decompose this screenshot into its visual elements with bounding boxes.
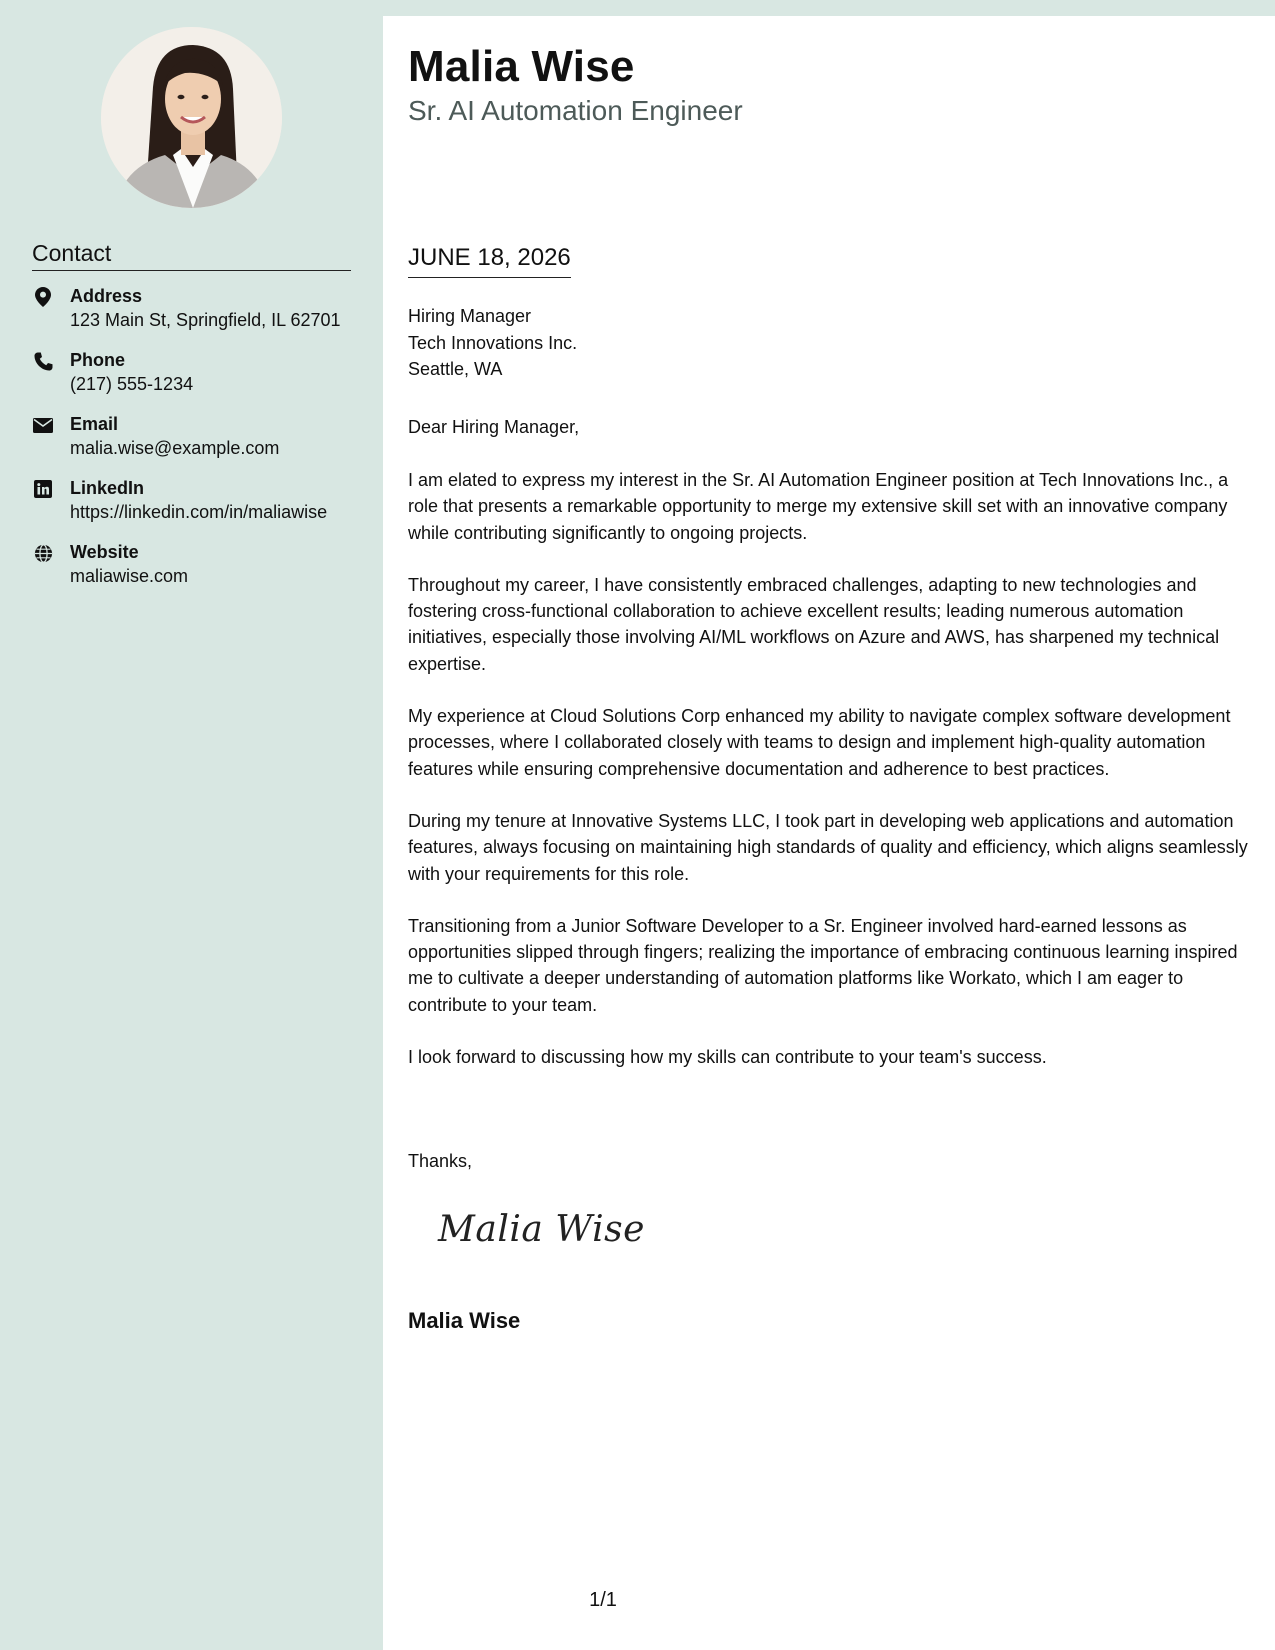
contact-label: Email (70, 414, 119, 434)
applicant-name: Malia Wise (408, 42, 635, 91)
phone-value: (217) 555-1234 (70, 374, 194, 394)
paragraph: My experience at Cloud Solutions Corp enhanced my ability to navigate complex software development processes, where I collaborated closely with teams to design and implement high-quality automation features while ensuring comprehensive documentation and adherence to best practices. (408, 706, 1231, 779)
contact-list (32, 284, 352, 604)
contact-label: Phone (70, 350, 126, 370)
contact-label: LinkedIn (70, 478, 145, 498)
paragraph: I am elated to express my interest in the Sr. AI Automation Engineer position at Tech Innovations Inc., a role that presents a remarkable opportunity to merge my extensive skill set with an innovative company while contributing significantly to ongoing projects. (408, 470, 1229, 543)
closing: Thanks, (408, 1151, 473, 1171)
page-number: 1/1 (589, 1589, 617, 1611)
contact-heading: Contact (32, 240, 351, 271)
paragraph: I look forward to discussing how my skills can contribute to your team's success. (408, 1047, 1047, 1068)
email-value: malia.wise@example.com (70, 438, 280, 458)
recipient-line: Hiring Manager (408, 306, 532, 326)
contact-item-phone (32, 348, 352, 396)
contact-item-address (32, 284, 352, 332)
address-value: 123 Main St, Springfield, IL 62701 (70, 310, 341, 330)
signature-image (438, 1209, 668, 1269)
letter-body (383, 16, 1275, 1650)
contact-item-linkedin (32, 476, 352, 524)
linkedin-icon (32, 478, 54, 500)
recipient-line: Seattle, WA (408, 359, 503, 379)
letter-paragraphs (408, 467, 1263, 1096)
sidebar (0, 0, 383, 1650)
profile-photo (101, 27, 282, 208)
phone-icon (32, 350, 54, 372)
paragraph: Throughout my career, I have consistently embraced challenges, adapting to new technologies and fostering cross-functional collaboration to achieve excellent results; leading numerous automation initiatives, especially those involving AI/ML workflows on Azure and AWS, has sharpened my technical expertise. (408, 574, 1220, 674)
envelope-icon (32, 414, 54, 436)
salutation: Dear Hiring Manager, (408, 417, 580, 437)
linkedin-value: https://linkedin.com/in/maliawise (70, 502, 328, 522)
letter-date: JUNE 18, 2026 (408, 244, 571, 278)
job-title: Sr. AI Automation Engineer (408, 95, 743, 126)
signer-name: Malia Wise (408, 1308, 521, 1333)
contact-item-website (32, 540, 352, 588)
contact-label: Website (70, 542, 139, 562)
recipient-line: Tech Innovations Inc. (408, 332, 578, 353)
signature-script: Malia Wise (438, 1209, 645, 1250)
paragraph: During my tenure at Innovative Systems LLC, I took part in developing web applications and automation features, always focusing on maintaining high standards of quality and efficiency, which aligns seamlessly with your requirements for this role. (408, 810, 1248, 884)
paragraph: Transitioning from a Junior Software Developer to a Sr. Engineer involved hard-earned lessons as opportunities slipped through fingers; realizing the importance of embracing continuous learning inspired me to cultivate a deeper understanding of automation platforms like Workato, which I am eager to contribute to your team. (408, 915, 1238, 1015)
contact-item-email (32, 412, 352, 460)
recipient-block (408, 303, 577, 383)
website-value: maliawise.com (70, 566, 189, 586)
map-pin-icon (32, 286, 54, 308)
contact-label: Address (70, 286, 143, 306)
globe-icon (32, 542, 54, 564)
